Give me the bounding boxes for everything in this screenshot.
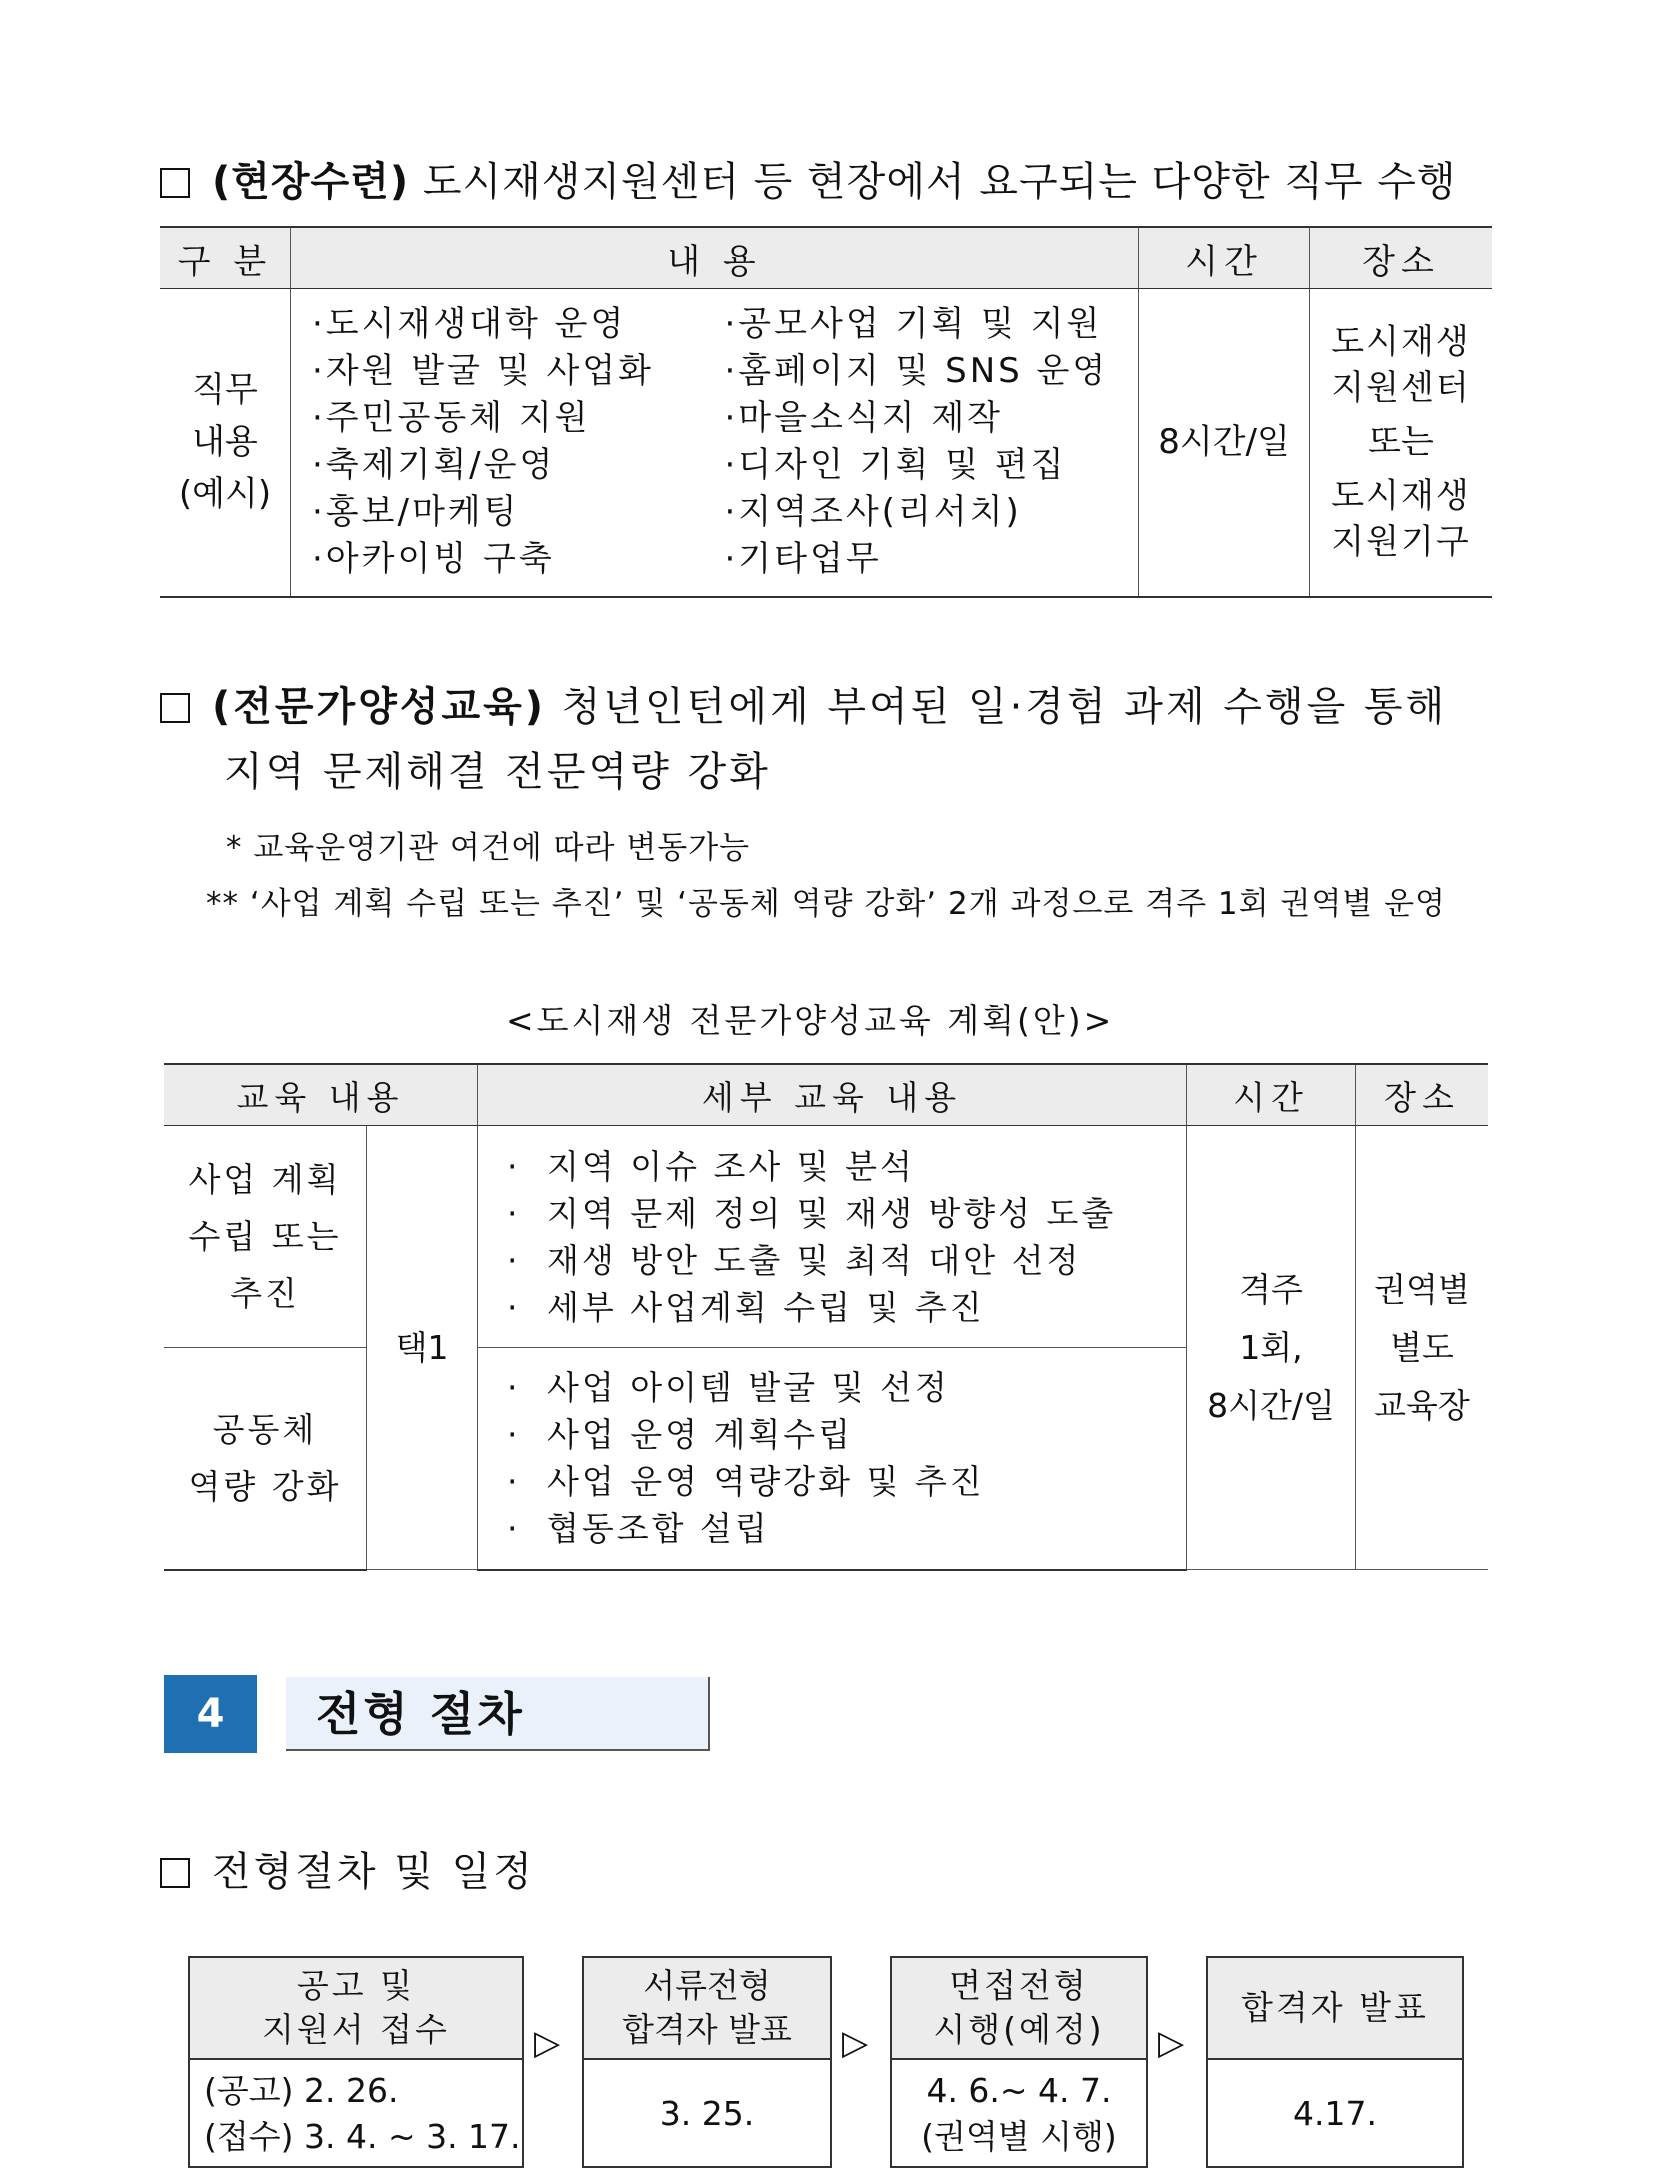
step-interview: 면접전형 시행(예정) 4. 6.~ 4. 7. (권역별 시행) <box>890 1956 1148 2168</box>
list-item: ·공모사업 기획 및 지원 <box>724 304 1103 345</box>
table-header: 장소 <box>1356 1064 1489 1126</box>
list-item: ·디자인 기획 및 편집 <box>724 445 1067 486</box>
list-item: · 지역 문제 정의 및 재생 방향성 도출 <box>507 1190 1185 1237</box>
list-item: ·마을소식지 제작 <box>724 398 1004 439</box>
section-number: 4 <box>164 1675 257 1753</box>
duty-content <box>291 289 1139 597</box>
list-item: ·기타업무 <box>724 539 882 580</box>
footnote-1: * 교육운영기관 여건에 따라 변동가능 <box>226 830 751 866</box>
list-item: · 재생 방안 도출 및 최적 대안 선정 <box>507 1237 1185 1284</box>
checkbox-square-icon <box>160 168 190 198</box>
list-item: ·자원 발굴 및 사업화 <box>312 351 654 392</box>
list-item: ·홈페이지 및 SNS 운영 <box>724 351 1109 392</box>
details-community <box>478 1348 1187 1570</box>
place-cell: 권역별 별도 교육장 <box>1356 1126 1489 1570</box>
list-item: ·축제기획/운영 <box>312 445 556 486</box>
arrow-icon: ▷ <box>534 2023 561 2063</box>
list-item: ·아카이빙 구축 <box>312 539 555 580</box>
choice-cell: 택1 <box>367 1126 478 1570</box>
row-label: 직무 내용 (예시) <box>160 289 291 597</box>
time-cell: 8시간/일 <box>1139 289 1310 597</box>
duty-list-left <box>312 301 725 583</box>
table-header: 시간 <box>1187 1064 1356 1126</box>
time-cell: 격주 1회, 8시간/일 <box>1187 1126 1356 1570</box>
step-document-screening: 서류전형 합격자 발표 3. 25. <box>582 1956 832 2168</box>
arrow-icon: ▷ <box>842 2023 869 2063</box>
table-header: 내 용 <box>291 227 1139 289</box>
table-header: 교육 내용 <box>164 1064 478 1126</box>
checkbox-square-icon <box>160 693 190 723</box>
step-application: 공고 및 지원서 접수 (공고) 2. 26. (접수) 3. 4. ~ 3. 17. <box>188 1956 524 2168</box>
section-heading-selection: 전형절차 및 일정 <box>160 1840 535 1897</box>
list-item: ·주민공동체 지원 <box>312 398 591 439</box>
arrow-icon: ▷ <box>1158 2023 1185 2063</box>
section-heading-line2: 지역 문제해결 전문역량 강화 <box>224 749 771 795</box>
footnote-2: ** ‘사업 계획 수립 또는 추진’ 및 ‘공동체 역량 강화’ 2개 과정으로 격주 1회 권역별 운영 <box>206 886 1446 922</box>
list-item: · 사업 아이템 발굴 및 선정 <box>507 1364 1185 1411</box>
duty-list-right <box>725 301 1138 583</box>
course-business-plan: 사업 계획 수립 또는 추진 <box>164 1126 367 1348</box>
section-heading-field-training: (현장수련) 도시재생지원센터 등 현장에서 요구되는 다양한 직무 수행 <box>160 150 1457 207</box>
table-header: 장소 <box>1310 227 1493 289</box>
list-item: · 협동조합 설립 <box>507 1505 1185 1552</box>
list-item: ·지역조사(리서치) <box>724 492 1022 533</box>
table-header: 구 분 <box>160 227 291 289</box>
list-item: · 사업 운영 역량강화 및 추진 <box>507 1458 1185 1505</box>
list-item: · 지역 이슈 조사 및 분석 <box>507 1143 1185 1190</box>
table-header: 세부 교육 내용 <box>478 1064 1187 1126</box>
expert-training-table <box>164 1063 1488 1571</box>
place-cell: 도시재생 지원센터 또는 도시재생 지원기구 <box>1310 289 1493 597</box>
section-title: 전형 절차 <box>286 1677 710 1751</box>
list-item: · 세부 사업계획 수립 및 추진 <box>507 1284 1185 1331</box>
checkbox-square-icon <box>160 1858 190 1888</box>
table-header: 시간 <box>1139 227 1310 289</box>
course-community: 공동체 역량 강화 <box>164 1348 367 1570</box>
table-caption: <도시재생 전문가양성교육 계획(안)> <box>506 1001 1115 1040</box>
step-final-announcement: 합격자 발표 4.17. <box>1206 1956 1464 2168</box>
list-item: ·홍보/마케팅 <box>312 492 520 533</box>
list-item: · 사업 운영 계획수립 <box>507 1411 1185 1458</box>
details-business-plan <box>478 1126 1187 1348</box>
section-heading-expert-training: (전문가양성교육) 청년인턴에게 부여된 일·경험 과제 수행을 통해 <box>160 675 1447 732</box>
field-training-table <box>160 226 1492 598</box>
list-item: ·도시재생대학 운영 <box>312 304 627 345</box>
